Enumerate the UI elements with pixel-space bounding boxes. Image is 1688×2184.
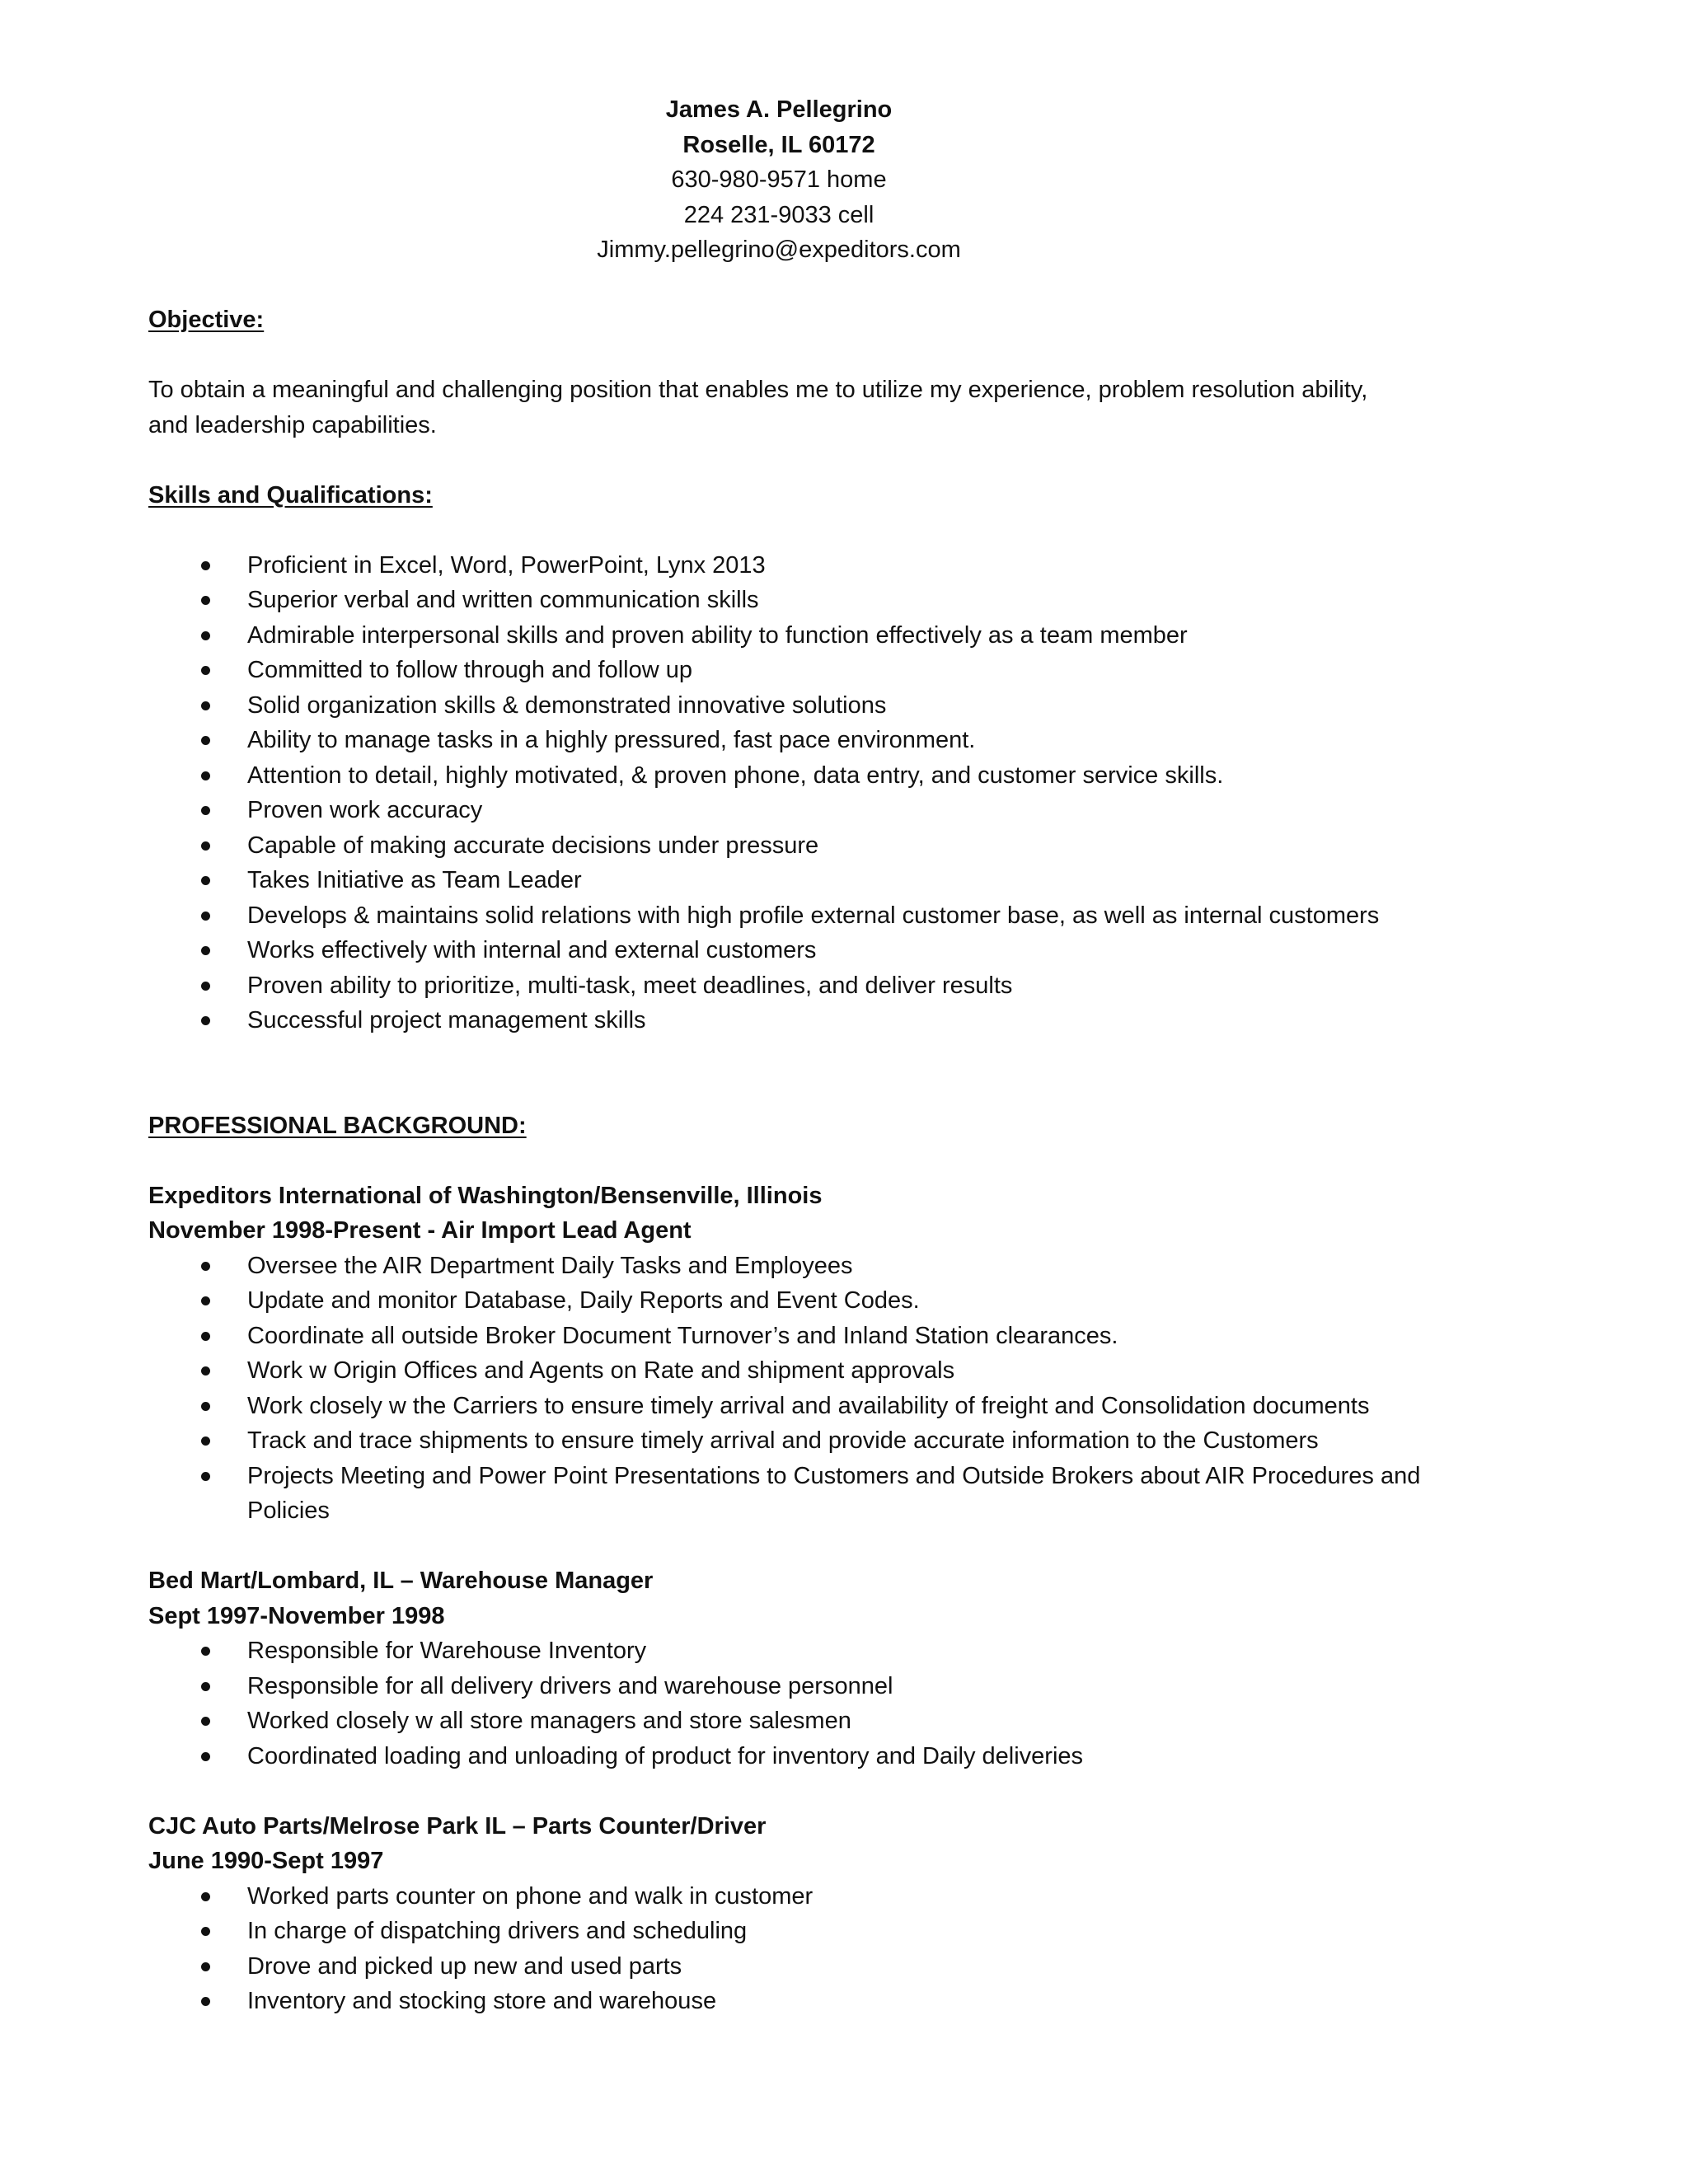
list-item: Proven ability to prioritize, multi-task, meet deadlines, and deliver results (148, 968, 1500, 1004)
list-item: Develops & maintains solid relations with high profile external customer base, as well as internal customers (148, 898, 1500, 934)
list-item: In charge of dispatching drivers and scheduling (148, 1914, 1500, 1949)
bullet-icon (201, 806, 210, 815)
job-entry-cjc-auto-parts (148, 1809, 1500, 2019)
bullet-icon (201, 982, 210, 991)
list-item: Successful project management skills (148, 1003, 1500, 1038)
bullet-icon (201, 1332, 210, 1341)
skills-heading: Skills and Qualifications: (148, 481, 433, 509)
bullet-icon (201, 1752, 210, 1761)
list-item: Committed to follow through and follow up (148, 653, 1500, 688)
bullet-icon (201, 561, 210, 570)
bullet-icon (201, 1927, 210, 1936)
list-item: Solid organization skills & demonstrated innovative solutions (148, 688, 1500, 724)
objective-text-line-1: To obtain a meaningful and challenging position that enables me to utilize my experience, problem resolution ability, (148, 377, 1368, 403)
bullet-icon (201, 1997, 210, 2006)
list-item: Work w Origin Offices and Agents on Rate and shipment approvals (148, 1353, 1500, 1389)
list-item: Attention to detail, highly motivated, & proven phone, data entry, and customer service skills. (148, 758, 1500, 794)
candidate-city: Roselle, IL 60172 (682, 131, 875, 158)
list-item: Capable of making accurate decisions under pressure (148, 828, 1500, 864)
bullet-icon (201, 841, 210, 851)
job-entry-bed-mart (148, 1563, 1500, 1774)
objective-heading: Objective: (148, 307, 265, 333)
bullet-icon (201, 666, 210, 675)
list-item: Proficient in Excel, Word, PowerPoint, Lynx 2013 (148, 548, 1500, 583)
bullet-icon (201, 1436, 210, 1446)
skills-list (148, 548, 1500, 1038)
cell-phone: 224 231-9033 cell (683, 201, 874, 228)
list-item: Responsible for all delivery drivers and warehouse personnel (148, 1669, 1500, 1704)
job-period: Sept 1997-November 1998 (148, 1602, 445, 1629)
bullet-icon (201, 1402, 210, 1411)
job-employer: Bed Mart/Lombard, IL – Warehouse Manager (148, 1568, 654, 1594)
bullet-icon (201, 1647, 210, 1656)
list-item: Work closely w the Carriers to ensure timely arrival and availability of freight and Consolidation documents (148, 1389, 1500, 1424)
job-period: November 1998-Present - Air Import Lead Agent (148, 1217, 692, 1244)
bullet-icon (201, 1717, 210, 1726)
professional-background-section (148, 1108, 1500, 2019)
bullet-icon (201, 631, 210, 640)
list-item: Projects Meeting and Power Point Presentations to Customers and Outside Brokers about AIR Procedures and Policies (148, 1459, 1500, 1529)
job-entry-expeditors (148, 1179, 1500, 1529)
list-item: Track and trace shipments to ensure timely arrival and provide accurate information to the Customers (148, 1423, 1500, 1459)
list-item: Worked closely w all store managers and store salesmen (148, 1704, 1500, 1739)
list-item: Coordinate all outside Broker Document Turnover’s and Inland Station clearances. (148, 1319, 1500, 1354)
bullet-icon (201, 1296, 210, 1305)
email-address: Jimmy.pellegrino@expeditors.com (597, 237, 961, 263)
list-item: Responsible for Warehouse Inventory (148, 1633, 1500, 1669)
bullet-icon (201, 736, 210, 745)
list-item: Worked parts counter on phone and walk in customer (148, 1879, 1500, 1915)
job-period: June 1990-Sept 1997 (148, 1848, 384, 1874)
resume-header (58, 92, 1500, 268)
bullet-icon (201, 1892, 210, 1901)
bullet-icon (201, 876, 210, 885)
list-item: Drove and picked up new and used parts (148, 1949, 1500, 1985)
bullet-icon (201, 1682, 210, 1691)
bullet-icon (201, 771, 210, 780)
list-item: Proven work accuracy (148, 793, 1500, 828)
list-item: Ability to manage tasks in a highly pressured, fast pace environment. (148, 723, 1500, 758)
bullet-icon (201, 1366, 210, 1376)
bullet-icon (201, 946, 210, 955)
candidate-name: James A. Pellegrino (665, 96, 893, 123)
background-heading: PROFESSIONAL BACKGROUND: (148, 1112, 527, 1139)
list-item: Superior verbal and written communication skills (148, 583, 1500, 618)
job-duties-list (148, 1249, 1500, 1529)
objective-text-line-2: and leadership capabilities. (148, 411, 437, 438)
bullet-icon (201, 1472, 210, 1481)
job-duties-list (148, 1879, 1500, 2019)
job-employer: CJC Auto Parts/Melrose Park IL – Parts Counter/Driver (148, 1812, 767, 1840)
bullet-icon (201, 1962, 210, 1971)
bullet-icon (201, 912, 210, 921)
list-item: Inventory and stocking store and warehouse (148, 1984, 1500, 2019)
bullet-icon (201, 701, 210, 710)
bullet-icon (201, 1262, 210, 1271)
job-employer: Expeditors International of Washington/Bensenville, Illinois (148, 1182, 823, 1209)
home-phone: 630-980-9571 home (671, 166, 887, 193)
list-item: Works effectively with internal and external customers (148, 933, 1500, 968)
list-item: Oversee the AIR Department Daily Tasks and Employees (148, 1249, 1500, 1284)
bullet-icon (201, 1016, 210, 1025)
list-item: Takes Initiative as Team Leader (148, 863, 1500, 898)
skills-section (148, 478, 1500, 1038)
list-item: Update and monitor Database, Daily Reports and Event Codes. (148, 1283, 1500, 1319)
job-duties-list (148, 1633, 1500, 1774)
bullet-icon (201, 596, 210, 605)
objective-section (148, 302, 1500, 443)
list-item: Coordinated loading and unloading of product for inventory and Daily deliveries (148, 1739, 1500, 1774)
resume-page (148, 92, 1500, 2019)
list-item: Admirable interpersonal skills and proven ability to function effectively as a team member (148, 618, 1500, 654)
